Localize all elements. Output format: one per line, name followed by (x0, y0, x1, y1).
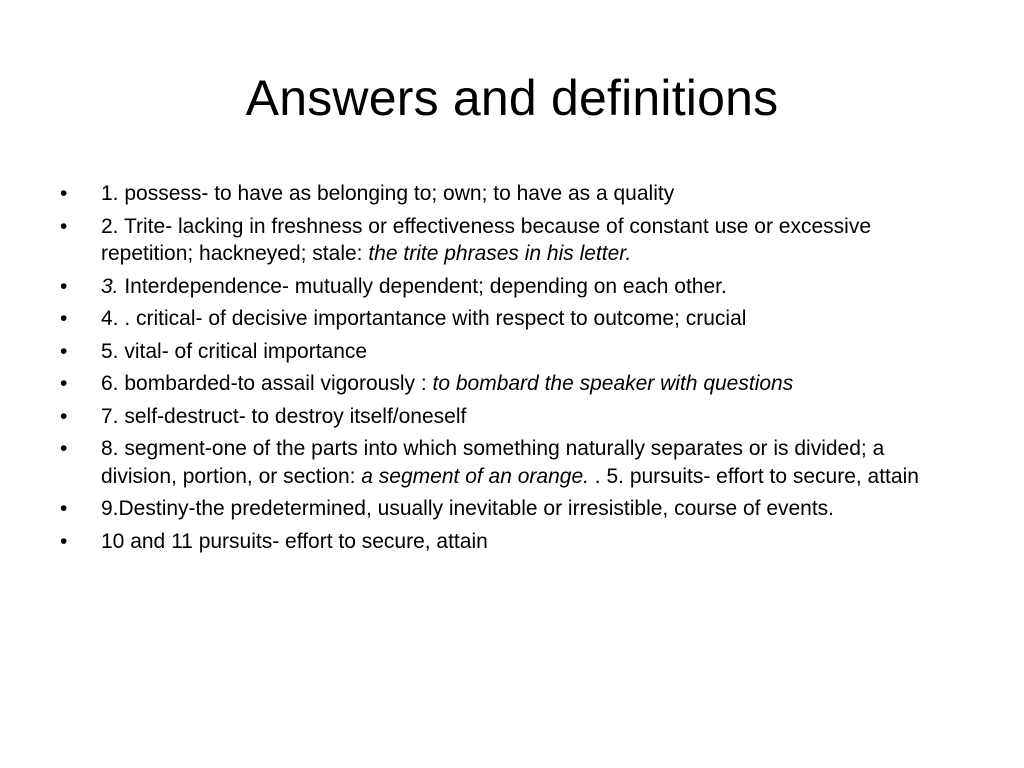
list-item (60, 180, 965, 208)
list-item (60, 338, 965, 366)
list-item (60, 370, 965, 398)
item-text: 9.Destiny-the predetermined, usually inevitable or irresistible, course of events. (101, 497, 835, 520)
list-item (60, 213, 965, 268)
item-text: 2. Trite- lacking in freshness or effectiveness because of constant use or excessive repetition; hackneyed; stale: (101, 214, 872, 265)
bullet-list (60, 180, 965, 560)
item-text: 8. segment-one of the parts into which something naturally separates or is divided; a division, portion, or section: (101, 437, 885, 488)
list-item (60, 403, 965, 431)
bullet-icon: • (60, 307, 68, 330)
example-text: to bombard the speaker with questions (432, 372, 794, 395)
item-text: 6. bombarded-to assail vigorously : (101, 372, 433, 395)
bullet-icon: • (60, 437, 68, 460)
item-text-tail: . 5. pursuits- effort to secure, attain (588, 464, 919, 488)
bullet-icon: • (60, 274, 68, 298)
item-number: 3. (101, 274, 119, 298)
bullet-icon: • (60, 214, 68, 238)
example-text: the trite phrases in his letter. (368, 242, 632, 265)
item-text: Interdependence- mutually dependent; depending on each other. (118, 274, 727, 298)
list-item (60, 495, 965, 523)
bullet-icon: • (60, 182, 68, 205)
item-text: 5. vital- of critical importance (101, 339, 368, 363)
slide-title: Answers and definitions (245, 70, 779, 126)
bullet-icon: • (60, 404, 68, 428)
example-text: a segment of an orange. (361, 464, 589, 488)
bullet-icon: • (60, 339, 68, 363)
item-text: 10 and 11 pursuits- effort to secure, attain (101, 529, 488, 553)
item-text: 7. self-destruct- to destroy itself/oneself (101, 404, 467, 428)
item-text: 1. possess- to have as belonging to; own; to have as a quality (101, 182, 675, 205)
list-item (60, 273, 965, 301)
bullet-icon: • (60, 372, 68, 395)
item-text: 4. . critical- of decisive importantance with respect to outcome; crucial (101, 307, 747, 330)
list-item (60, 528, 965, 556)
bullet-icon: • (60, 529, 68, 553)
bullet-icon: • (60, 497, 68, 520)
list-item (60, 435, 965, 490)
list-item (60, 305, 965, 333)
